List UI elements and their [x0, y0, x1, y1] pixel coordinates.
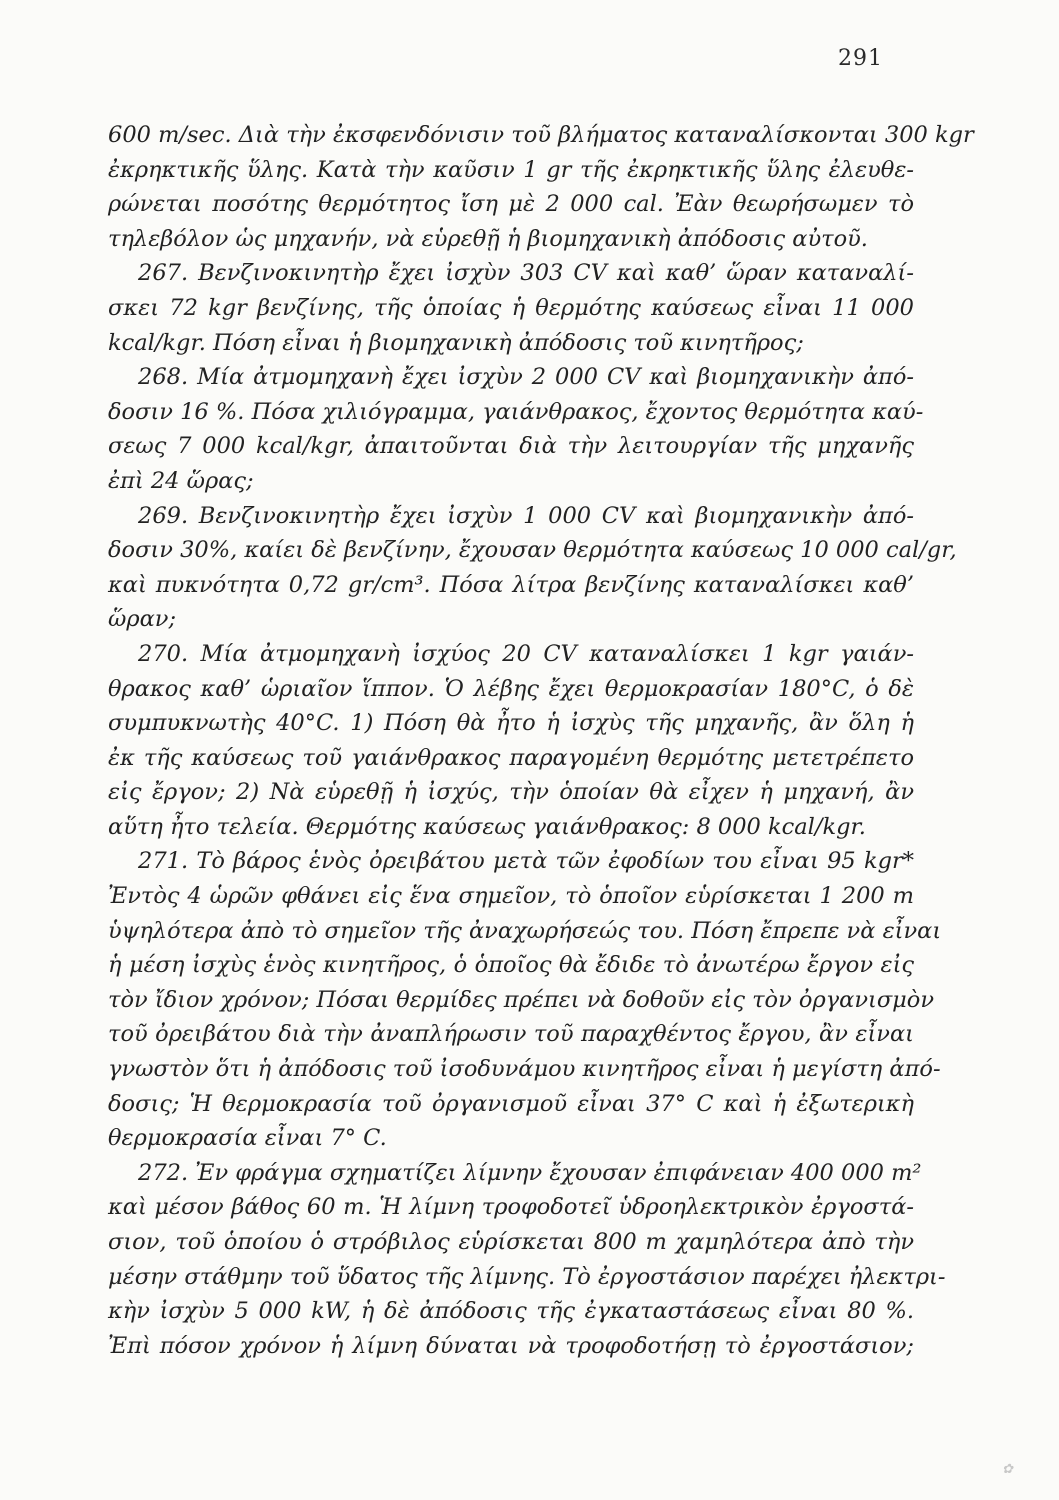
- text-line: τὸν ἴδιον χρόνον; Πόσαι θερμίδες πρέπει νὰ δοθοῦν εἰς τὸν ὀργανισμὸν: [108, 986, 935, 1013]
- text-line: γνωστὸν ὅτι ἡ ἀπόδοσις τοῦ ἰσοδυνάμου κινητῆρος εἶναι ἡ μεγίστη ἀπό-: [108, 1056, 941, 1083]
- problem-271-start: 271. Τὸ βάρος ἑνὸς ὀρειβάτου μετὰ τῶν ἐφοδίων του εἶναι 95 kgr*: [138, 848, 914, 875]
- text-line: τοῦ ὀρειβάτου διὰ τὴν ἀναπλήρωσιν τοῦ παραχθέντος ἔργου, ἂν εἶναι: [108, 1021, 914, 1048]
- text-line: δοσιν 30%, καίει δὲ βενζίνην, ἔχουσαν θερμότητα καύσεως 10 000 cal/gr,: [108, 537, 957, 564]
- text-line: θερμοκρασία εἶναι 7° C.: [108, 1125, 387, 1152]
- page-number: 291: [838, 46, 883, 71]
- text-line: θρακος καθ’ ὡριαῖον ἵππον. Ὁ λέβης ἔχει θερμοκρασίαν 180°C, ὁ δὲ: [108, 675, 914, 702]
- text-line: ρώνεται ποσότης θερμότητος ἴση μὲ 2 000 cal. Ἐὰν θεωρήσωμεν τὸ: [108, 191, 914, 218]
- problem-270-start: 270. Μία ἀτμομηχανὴ ἰσχύος 20 CV καταναλίσκει 1 kgr γαιάν-: [138, 640, 914, 667]
- text-line: σιον, τοῦ ὁποίου ὁ στρόβιλος εὑρίσκεται 800 m χαμηλότερα ἀπὸ τὴν: [108, 1229, 914, 1255]
- text-line: 600 m/sec. Διὰ τὴν ἐκσφενδόνισιν τοῦ βλήματος καταναλίσκονται 300 kgr: [108, 122, 974, 148]
- text-line: δοσις; Ἡ θερμοκρασία τοῦ ὀργανισμοῦ εἶναι 37° C καὶ ἡ ἐξωτερικὴ: [108, 1090, 914, 1117]
- text-line: συμπυκνωτὴς 40°C. 1) Πόση θὰ ἦτο ἡ ἰσχὺς τῆς μηχανῆς, ἂν ὅλη ἡ: [108, 710, 914, 737]
- scan-mark: ✿: [1002, 1462, 1013, 1477]
- text-line: σεως 7 000 kcal/kgr, ἀπαιτοῦνται διὰ τὴν λειτουργίαν τῆς μηχανῆς: [108, 433, 914, 460]
- problem-269-start: 269. Βενζινοκινητὴρ ἔχει ἰσχὺν 1 000 CV καὶ βιομηχανικὴν ἀπό-: [138, 502, 914, 529]
- text-line: μέσην στάθμην τοῦ ὕδατος τῆς λίμνης. Τὸ ἐργοστάσιον παρέχει ἠλεκτρι-: [108, 1263, 946, 1290]
- problem-272-start: 272. Ἐν φράγμα σχηματίζει λίμνην ἔχουσαν ἐπιφάνειαν 400 000 m²: [138, 1159, 922, 1186]
- text-line: ὥραν;: [108, 606, 177, 633]
- text-line: καὶ πυκνότητα 0,72 gr/cm³. Πόσα λίτρα βενζίνης καταναλίσκει καθ’: [108, 571, 914, 598]
- text-line: ἡ μέση ἰσχὺς ἑνὸς κινητῆρος, ὁ ὁποῖος θὰ ἔδιδε τὸ ἀνωτέρω ἔργον εἰς: [108, 952, 914, 979]
- problem-268-start: 268. Μία ἀτμομηχανὴ ἔχει ἰσχὺν 2 000 CV καὶ βιομηχανικὴν ἀπό-: [138, 364, 914, 391]
- text-line: ἐκρηκτικῆς ὕλης. Κατὰ τὴν καῦσιν 1 gr τῆς ἐκρηκτικῆς ὕλης ἐλευθε-: [108, 156, 914, 183]
- text-line: ἐκ τῆς καύσεως τοῦ γαιάνθρακος παραγομένη θερμότης μετετρέπετο: [108, 744, 914, 771]
- text-line: τηλεβόλον ὡς μηχανήν, νὰ εὑρεθῇ ἡ βιομηχανικὴ ἀπόδοσις αὐτοῦ.: [108, 225, 868, 252]
- text-line: Ἐπὶ πόσον χρόνον ἡ λίμνη δύναται νὰ τροφοδοτήσῃ τὸ ἐργοστάσιον;: [108, 1332, 914, 1359]
- text-line: αὕτη ἦτο τελεία. Θερμότης καύσεως γαιάνθρακος: 8 000 kcal/kgr.: [108, 813, 866, 840]
- text-line: καὶ μέσον βάθος 60 m. Ἡ λίμνη τροφοδοτεῖ ὑδροηλεκτρικὸν ἐργοστά-: [108, 1194, 914, 1221]
- text-line: δοσιν 16 %. Πόσα χιλιόγραμμα, γαιάνθρακος, ἔχοντος θερμότητα καύ-: [108, 398, 924, 425]
- text-line: κὴν ἰσχὺν 5 000 kW, ἡ δὲ ἀπόδοσις τῆς ἐγκαταστάσεως εἶναι 80 %.: [108, 1298, 914, 1325]
- text-line: kcal/kgr. Πόση εἶναι ἡ βιομηχανικὴ ἀπόδοσις τοῦ κινητῆρος;: [108, 329, 804, 356]
- text-line: ἐπὶ 24 ὥρας;: [108, 467, 254, 494]
- text-line: ὑψηλότερα ἀπὸ τὸ σημεῖον τῆς ἀναχωρήσεώς του. Πόση ἔπρεπε νὰ εἶναι: [108, 917, 942, 944]
- page-body: [108, 118, 974, 1363]
- text-line: εἰς ἔργον; 2) Νὰ εὑρεθῇ ἡ ἰσχύς, τὴν ὁποίαν θὰ εἶχεν ἡ μηχανή, ἂν: [108, 779, 914, 806]
- problem-267-start: 267. Βενζινοκινητὴρ ἔχει ἰσχὺν 303 CV καὶ καθ’ ὥραν καταναλί-: [138, 260, 914, 287]
- text-line: σκει 72 kgr βενζίνης, τῆς ὁποίας ἡ θερμότης καύσεως εἶναι 11 000: [108, 294, 914, 321]
- text-line: Ἐντὸς 4 ὡρῶν φθάνει εἰς ἕνα σημεῖον, τὸ ὁποῖον εὑρίσκεται 1 200 m: [108, 883, 914, 910]
